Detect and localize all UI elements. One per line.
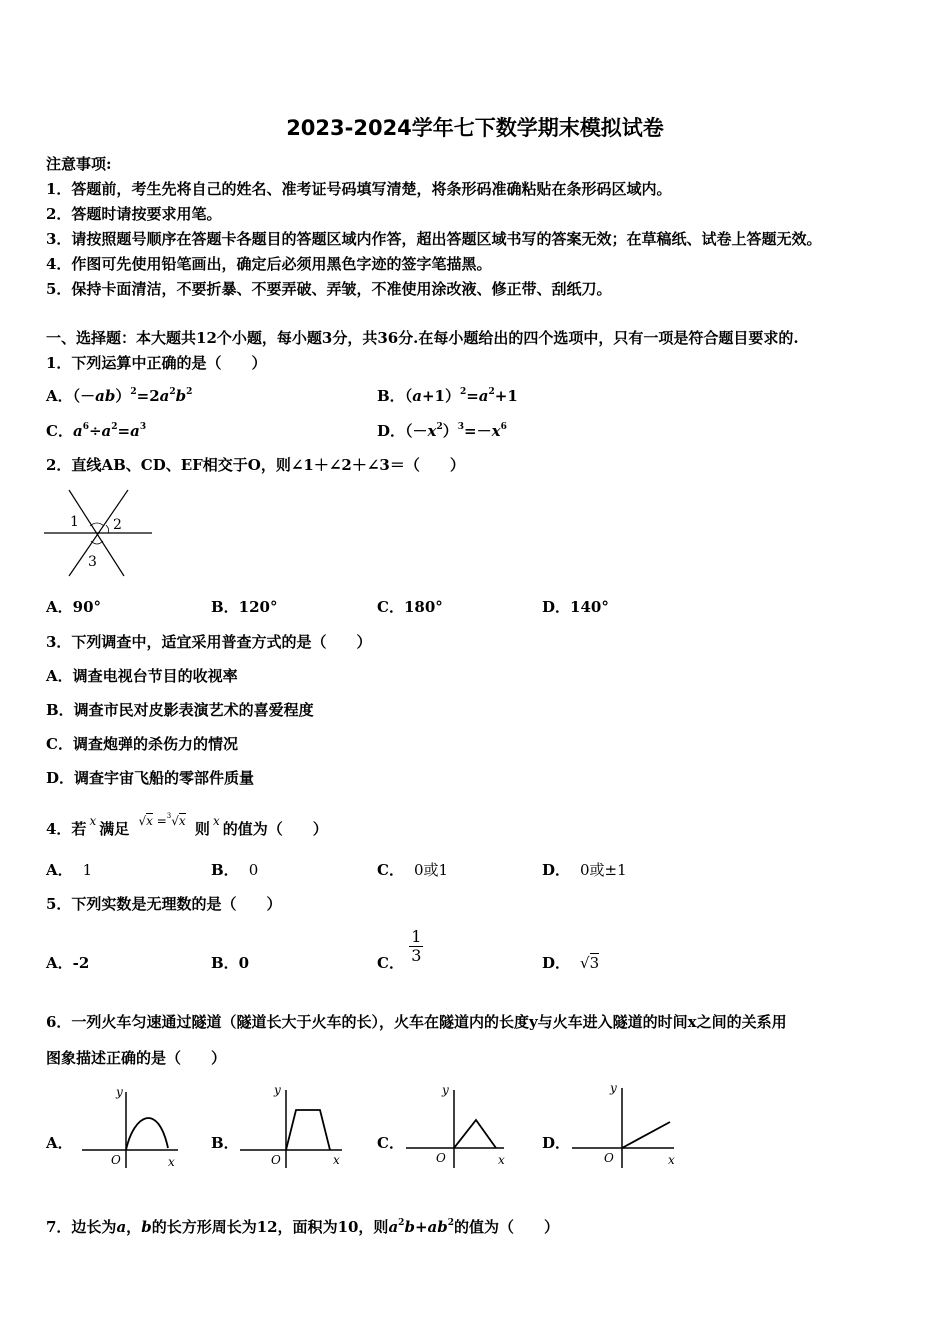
question-2-stem: 2．直线AB、CD、EF相交于O，则∠1＋∠2＋∠3＝（ ） [46, 456, 465, 474]
q2-option-b: B．120° [211, 598, 278, 616]
svg-text:O: O [271, 1153, 281, 1167]
q3-option-b: B．调查市民对皮影表演艺术的喜爱程度 [46, 701, 314, 719]
angle-1-label: 1 [70, 514, 79, 530]
notice-item: 3．请按照题号顺序在答题卡各题目的答题区域内作答，超出答题区域书写的答案无效；在草稿纸、试卷上答题无效。 [46, 230, 822, 248]
q3-option-d: D．调查宇宙飞船的零部件质量 [46, 769, 255, 787]
q1-option-d: D．$(-x^2)^3=-x^6$ [377, 422, 507, 440]
q6-option-a-label: A． [46, 1134, 73, 1152]
svg-text:x: x [333, 1153, 340, 1167]
q2-option-a: A．90° [46, 598, 102, 616]
q3-option-c: C．调查炮弹的杀伤力的情况 [46, 735, 238, 753]
q5-option-a: A．-2 [46, 954, 90, 972]
question-7-stem: 7．边长为a，b的长方形周长为12，面积为10，则$a^2b+ab^2$的值为（ ） [46, 1218, 560, 1236]
sqrt-equation: √x =$^3$√x [138, 812, 186, 828]
svg-text:x: x [668, 1153, 675, 1167]
q4-option-b: B． 0 [211, 861, 259, 879]
svg-text:y: y [610, 1081, 617, 1095]
q6-graph-d [570, 1080, 680, 1172]
notice-heading: 注意事项: [46, 155, 112, 173]
svg-text:y: y [116, 1085, 123, 1099]
question-6-stem-line1: 6．一列火车匀速通过隧道（隧道长大于火车的长），火车在隧道内的长度y与火车进入隧道的时间x之间的关系用 [46, 1013, 787, 1031]
question-6-stem-line2: 图象描述正确的是（ ） [46, 1049, 227, 1067]
q6-option-d-label: D． [542, 1134, 571, 1152]
svg-text:O: O [436, 1151, 446, 1165]
q2-option-d: D．140° [542, 598, 609, 616]
q1-option-b: B．$(a+1)^2=a^2+1$ [377, 387, 518, 405]
q6-option-b-label: B． [211, 1134, 239, 1152]
svg-text:x: x [168, 1155, 175, 1169]
svg-text:O: O [604, 1151, 614, 1165]
intersecting-lines-figure [44, 486, 154, 580]
notice-item: 2．答题时请按要求用笔。 [46, 205, 222, 223]
question-3-stem: 3．下列调查中，适宜采用普查方式的是（ ） [46, 633, 372, 651]
notice-item: 4．作图可先使用铅笔画出，确定后必须用黑色字迹的签字笔描黑。 [46, 255, 492, 273]
q6-graph-b [238, 1080, 348, 1172]
q5-option-c: C． $\frac{1}{3}$ [377, 927, 422, 972]
q5-option-b: B．0 [211, 954, 250, 972]
q4-option-c: C． 0或1 [377, 861, 449, 879]
q2-option-c: C．180° [377, 598, 443, 616]
angle-2-label: 2 [113, 517, 122, 533]
q1-option-c: C．$a^6\div a^2=a^3$ [46, 422, 147, 440]
svg-text:x: x [498, 1153, 505, 1167]
notice-item: 1．答题前，考生先将自己的姓名、准考证号码填写清楚，将条形码准确粘贴在条形码区域内。 [46, 180, 672, 198]
q4-option-a: A． 1 [46, 861, 93, 879]
question-1-stem: 1．下列运算中正确的是（ ） [46, 354, 267, 372]
q3-option-a: A．调查电视台节目的收视率 [46, 667, 238, 685]
q6-option-c-label: C． [377, 1134, 404, 1152]
svg-text:O: O [111, 1153, 121, 1167]
question-4-stem: 4．若 $^x$ 满足 √x =$^3$√x 则 $^x$ 的值为（ ） [46, 812, 328, 838]
q1-option-a: A．$(-ab)^2=2a^2b^2$ [46, 387, 193, 405]
section-heading: 一、选择题：本大题共12个小题，每小题3分，共36分.在每小题给出的四个选项中，只有一项是符合题目要求的. [46, 329, 799, 347]
fraction-one-third: $\frac{1}{3}$ [411, 927, 422, 965]
q6-graph-a [80, 1082, 185, 1172]
angle-3-label: 3 [88, 554, 97, 570]
page-title: 2023-2024学年七下数学期末模拟试卷 [286, 116, 664, 140]
q5-option-d: D． √3 [542, 954, 600, 972]
q6-graph-c [404, 1082, 512, 1172]
question-5-stem: 5．下列实数是无理数的是（ ） [46, 895, 282, 913]
q4-option-d: D． 0或±1 [542, 861, 627, 879]
svg-text:y: y [442, 1083, 449, 1097]
svg-text:y: y [274, 1083, 281, 1097]
notice-item: 5．保持卡面清洁，不要折暴、不要弄破、弄皱，不准使用涂改液、修正带、刮纸刀。 [46, 280, 612, 298]
